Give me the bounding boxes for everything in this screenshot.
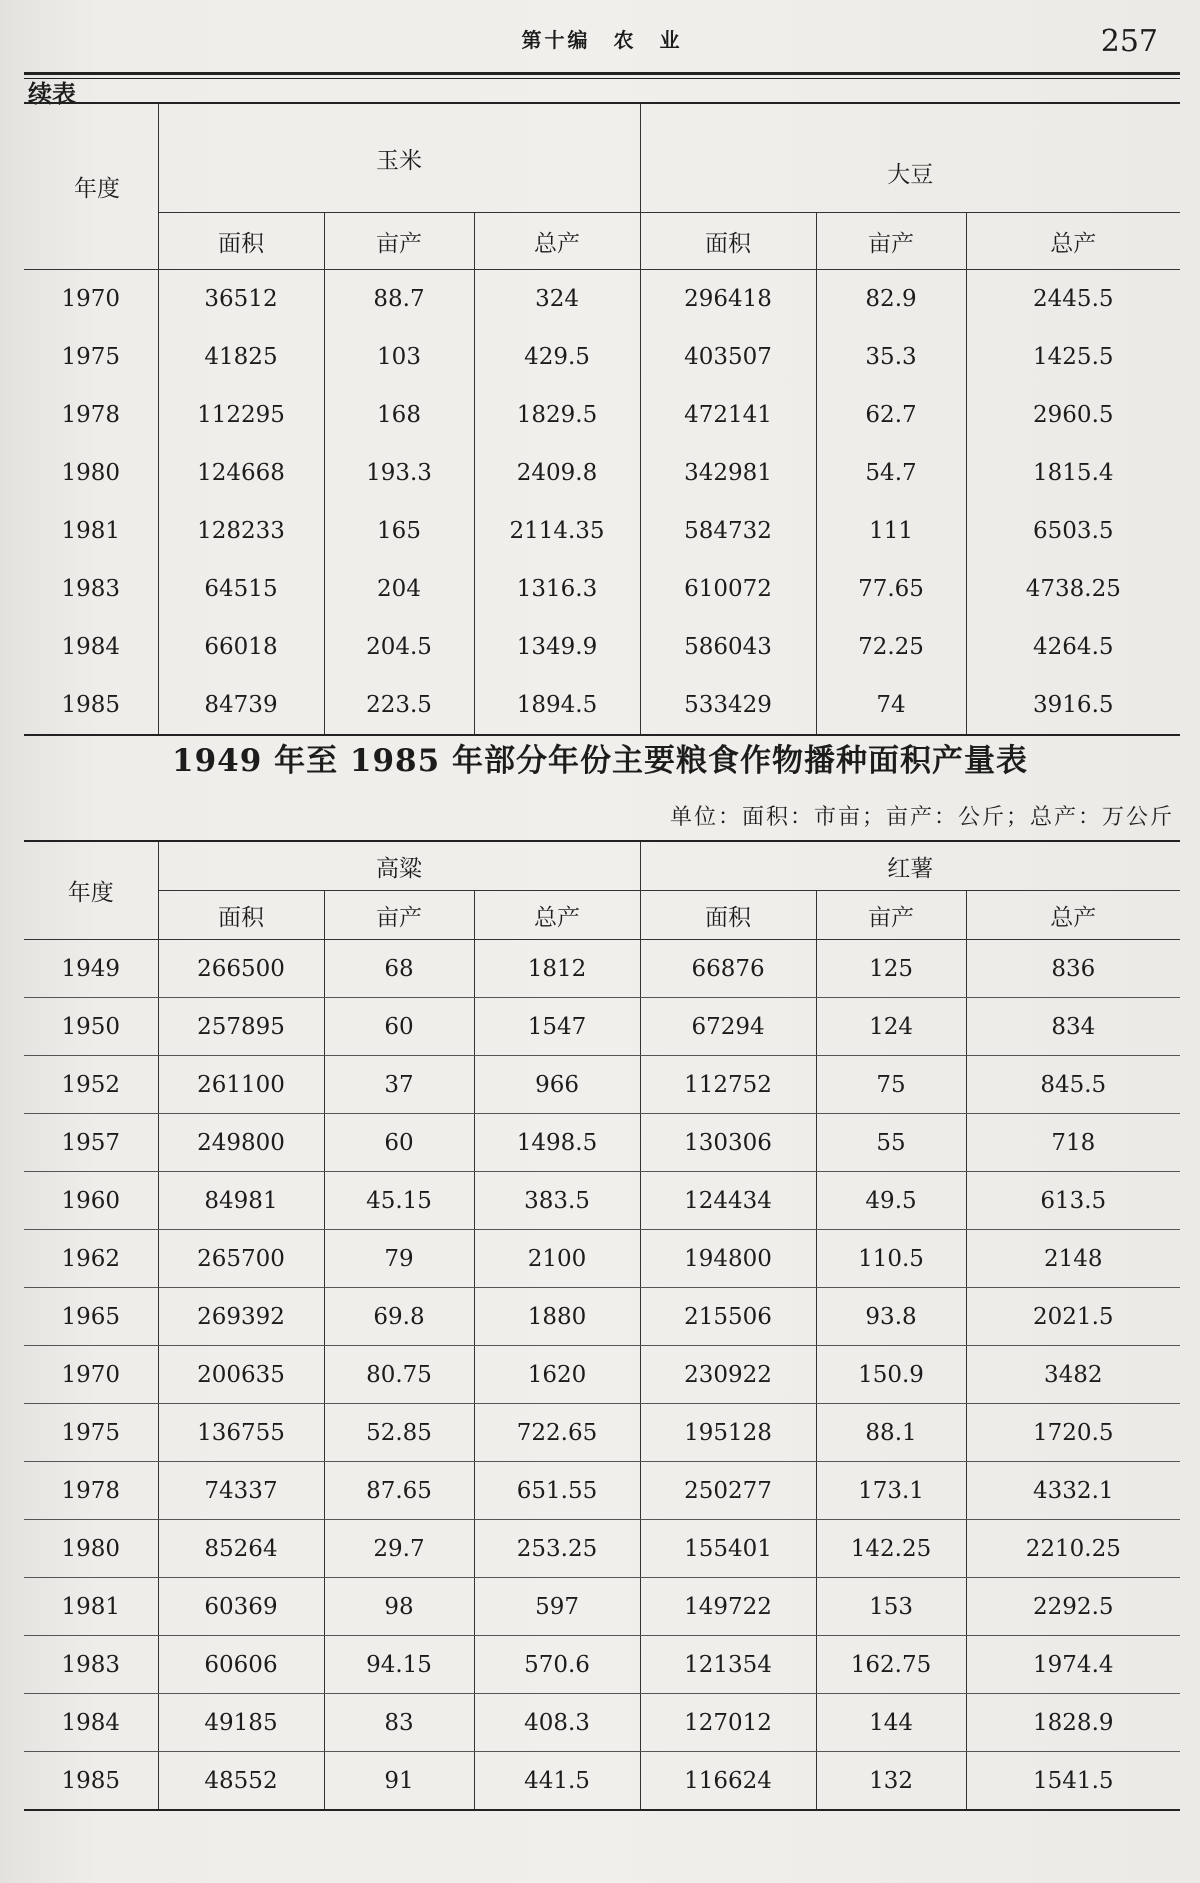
yield-cell: 124: [816, 998, 966, 1056]
total-cell: 845.5: [966, 1056, 1180, 1114]
total-cell: 408.3: [474, 1694, 640, 1752]
area-cell: 48552: [158, 1752, 324, 1811]
total-cell: 1880: [474, 1288, 640, 1346]
header-rule: [24, 72, 1180, 75]
area-cell: 116624: [640, 1752, 816, 1811]
total-cell: 1828.9: [966, 1694, 1180, 1752]
total-cell: 1425.5: [1033, 344, 1114, 370]
area-cell: 230922: [640, 1346, 816, 1404]
area-cell: 250277: [640, 1462, 816, 1520]
total-cell: 4738.25: [1025, 576, 1121, 602]
yield-cell: 93.8: [816, 1288, 966, 1346]
yield-cell: 37: [324, 1056, 474, 1114]
total-cell: 3482: [966, 1346, 1180, 1404]
yield-cell: 29.7: [324, 1520, 474, 1578]
yield-cell: 98: [324, 1578, 474, 1636]
table-row: [24, 1288, 1180, 1346]
area-cell: 200635: [158, 1346, 324, 1404]
total-cell: 4264.5: [1033, 634, 1114, 660]
year-cell: 1981: [24, 1578, 158, 1636]
area-header: 面积: [640, 891, 816, 940]
continued-label: 续表: [28, 79, 76, 108]
running-head: 第十编 农 业: [521, 28, 683, 52]
total-cell: 2210.25: [966, 1520, 1180, 1578]
area-cell: 403507: [640, 328, 816, 386]
crop-header-soybean: 大豆: [640, 103, 1180, 213]
area-cell: 49185: [158, 1694, 324, 1752]
yield-cell: 45.15: [324, 1172, 474, 1230]
table-row: [24, 1520, 1180, 1578]
total-cell: 2021.5: [966, 1288, 1180, 1346]
area-cell: 266500: [158, 940, 324, 998]
area-cell: 261100: [158, 1056, 324, 1114]
year-cell: 1983: [24, 560, 158, 618]
total-cell: 429.5: [474, 328, 640, 386]
area-cell: 112295: [158, 386, 324, 444]
total-cell: 1720.5: [966, 1404, 1180, 1462]
yield-cell: 111: [816, 502, 966, 560]
table-header-row: [24, 103, 1180, 213]
yield-cell: 150.9: [816, 1346, 966, 1404]
area-header: 面积: [640, 213, 816, 270]
yield-cell: 79: [324, 1230, 474, 1288]
yield-cell: 132: [816, 1752, 966, 1811]
total-cell: 1974.4: [966, 1636, 1180, 1694]
area-cell: 66018: [158, 618, 324, 676]
year-cell: 1952: [24, 1056, 158, 1114]
page-header: [24, 14, 1180, 64]
total-cell: 3916.5: [1033, 692, 1114, 718]
yield-cell: 144: [816, 1694, 966, 1752]
area-cell: 36512: [158, 270, 324, 329]
table-subheader-row: [24, 213, 1180, 270]
crop-header-sorghum: 高粱: [158, 841, 640, 891]
yield-cell: 60: [324, 1114, 474, 1172]
total-cell: 597: [474, 1578, 640, 1636]
total-cell: 4332.1: [966, 1462, 1180, 1520]
area-cell: 124434: [640, 1172, 816, 1230]
area-cell: 74337: [158, 1462, 324, 1520]
total-cell: 1498.5: [474, 1114, 640, 1172]
year-cell: 1960: [24, 1172, 158, 1230]
table-row: [24, 676, 1180, 735]
yield-cell: 88.7: [324, 270, 474, 329]
yield-cell: 69.8: [324, 1288, 474, 1346]
total-header: 总产: [966, 891, 1180, 940]
total-cell: 1812: [474, 940, 640, 998]
area-cell: 41825: [158, 328, 324, 386]
yield-cell: 193.3: [324, 444, 474, 502]
area-cell: 296418: [640, 270, 816, 329]
area-cell: 136755: [158, 1404, 324, 1462]
area-cell: 60369: [158, 1578, 324, 1636]
total-cell: 2100: [474, 1230, 640, 1288]
yield-header: 亩产: [816, 213, 966, 270]
area-cell: 472141: [640, 386, 816, 444]
yield-cell: 52.85: [324, 1404, 474, 1462]
area-cell: 194800: [640, 1230, 816, 1288]
table-corn-soybean: [24, 102, 1180, 736]
area-cell: 84739: [158, 676, 324, 735]
yield-cell: 223.5: [324, 676, 474, 735]
table-row: [24, 502, 1180, 560]
year-cell: 1983: [24, 1636, 158, 1694]
table-row: [24, 1578, 1180, 1636]
table-row: [24, 1752, 1180, 1811]
year-cell: 1957: [24, 1114, 158, 1172]
total-cell: 1829.5: [474, 386, 640, 444]
table-row: [24, 1346, 1180, 1404]
year-cell: 1980: [24, 444, 158, 502]
year-cell: 1975: [24, 328, 158, 386]
area-cell: 127012: [640, 1694, 816, 1752]
area-cell: 112752: [640, 1056, 816, 1114]
year-cell: 1985: [24, 1752, 158, 1811]
yield-cell: 60: [324, 998, 474, 1056]
year-cell: 1978: [24, 386, 158, 444]
total-cell: 966: [474, 1056, 640, 1114]
table-row: [24, 1694, 1180, 1752]
year-cell: 1965: [24, 1288, 158, 1346]
table-row: [24, 998, 1180, 1056]
total-cell: 1316.3: [474, 560, 640, 618]
table-row: [24, 328, 1180, 386]
total-cell: 1541.5: [1033, 1767, 1114, 1794]
area-cell: 342981: [640, 444, 816, 502]
area-header: 面积: [158, 213, 324, 270]
area-cell: 257895: [158, 998, 324, 1056]
total-cell: 1547: [474, 998, 640, 1056]
yield-cell: 204.5: [324, 618, 474, 676]
total-cell: 834: [966, 998, 1180, 1056]
year-cell: 1949: [24, 940, 158, 998]
yield-cell: 55: [816, 1114, 966, 1172]
year-cell: 1970: [24, 1346, 158, 1404]
year-cell: 1975: [24, 1404, 158, 1462]
page-number: 257: [1100, 24, 1158, 59]
table-row: [24, 1172, 1180, 1230]
crop-header-sweetpotato: 红薯: [640, 841, 1180, 891]
yield-cell: 87.65: [324, 1462, 474, 1520]
total-cell: 651.55: [474, 1462, 640, 1520]
area-cell: 533429: [640, 676, 816, 735]
area-cell: 60606: [158, 1636, 324, 1694]
yield-cell: 74: [816, 676, 966, 735]
table-row: [24, 618, 1180, 676]
yield-cell: 82.9: [816, 270, 966, 329]
year-cell: 1981: [24, 502, 158, 560]
area-header: 面积: [158, 891, 324, 940]
crop-header-corn: 玉米: [158, 103, 640, 213]
unit-note: 单位：面积：市亩；亩产：公斤；总产：万公斤: [669, 805, 1174, 830]
area-cell: 85264: [158, 1520, 324, 1578]
yield-cell: 173.1: [816, 1462, 966, 1520]
year-header: 年度: [24, 841, 158, 940]
yield-cell: 35.3: [816, 328, 966, 386]
table-row: [24, 1404, 1180, 1462]
area-cell: 130306: [640, 1114, 816, 1172]
total-cell: 441.5: [474, 1752, 640, 1811]
total-header: 总产: [474, 891, 640, 940]
area-cell: 66876: [640, 940, 816, 998]
table-sorghum-sweetpotato: [24, 840, 1180, 1811]
yield-cell: 68: [324, 940, 474, 998]
year-cell: 1978: [24, 1462, 158, 1520]
yield-cell: 125: [816, 940, 966, 998]
year-cell: 1984: [24, 1694, 158, 1752]
header-rule-thin: [24, 78, 1180, 79]
year-cell: 1985: [24, 676, 158, 735]
yield-cell: 91: [324, 1752, 474, 1811]
area-cell: 128233: [158, 502, 324, 560]
table-row: [24, 1114, 1180, 1172]
yield-cell: 110.5: [816, 1230, 966, 1288]
total-cell: 2148: [966, 1230, 1180, 1288]
table-row: [24, 444, 1180, 502]
area-cell: 67294: [640, 998, 816, 1056]
table-row: [24, 270, 1180, 329]
yield-cell: 77.65: [816, 560, 966, 618]
area-cell: 265700: [158, 1230, 324, 1288]
yield-cell: 153: [816, 1578, 966, 1636]
total-cell: 2114.35: [474, 502, 640, 560]
total-cell: 383.5: [474, 1172, 640, 1230]
yield-cell: 54.7: [816, 444, 966, 502]
yield-cell: 75: [816, 1056, 966, 1114]
total-cell: 2960.5: [1033, 402, 1114, 428]
year-cell: 1984: [24, 618, 158, 676]
total-cell: 253.25: [474, 1520, 640, 1578]
total-cell: 324: [474, 270, 640, 329]
table-title: 1949 年至 1985 年部分年份主要粮食作物播种面积产量表: [172, 743, 1028, 779]
area-cell: 121354: [640, 1636, 816, 1694]
table-row: [24, 1462, 1180, 1520]
yield-cell: 168: [324, 386, 474, 444]
yield-cell: 162.75: [816, 1636, 966, 1694]
total-cell: 1620: [474, 1346, 640, 1404]
area-cell: 249800: [158, 1114, 324, 1172]
yield-header: 亩产: [324, 213, 474, 270]
area-cell: 610072: [640, 560, 816, 618]
area-cell: 215506: [640, 1288, 816, 1346]
area-cell: 195128: [640, 1404, 816, 1462]
total-header: 总产: [966, 213, 1180, 270]
table-header-row: [24, 841, 1180, 891]
total-cell: 1349.9: [474, 618, 640, 676]
total-cell: 1894.5: [474, 676, 640, 735]
area-cell: 64515: [158, 560, 324, 618]
yield-cell: 80.75: [324, 1346, 474, 1404]
year-cell: 1962: [24, 1230, 158, 1288]
yield-cell: 49.5: [816, 1172, 966, 1230]
total-cell: 722.65: [474, 1404, 640, 1462]
total-header: 总产: [474, 213, 640, 270]
area-cell: 586043: [640, 618, 816, 676]
total-cell: 6503.5: [1033, 518, 1114, 544]
table-row: [24, 386, 1180, 444]
yield-cell: 142.25: [816, 1520, 966, 1578]
yield-cell: 103: [324, 328, 474, 386]
table-row: [24, 1636, 1180, 1694]
yield-cell: 165: [324, 502, 474, 560]
yield-header: 亩产: [324, 891, 474, 940]
area-cell: 84981: [158, 1172, 324, 1230]
table-row: [24, 1230, 1180, 1288]
year-cell: 1950: [24, 998, 158, 1056]
year-cell: 1980: [24, 1520, 158, 1578]
yield-cell: 62.7: [816, 386, 966, 444]
total-cell: 2409.8: [474, 444, 640, 502]
area-cell: 149722: [640, 1578, 816, 1636]
table-row: [24, 560, 1180, 618]
area-cell: 124668: [158, 444, 324, 502]
yield-cell: 83: [324, 1694, 474, 1752]
area-cell: 155401: [640, 1520, 816, 1578]
table-row: [24, 940, 1180, 998]
total-cell: 570.6: [474, 1636, 640, 1694]
yield-cell: 72.25: [816, 618, 966, 676]
total-cell: 836: [966, 940, 1180, 998]
yield-header: 亩产: [816, 891, 966, 940]
area-cell: 584732: [640, 502, 816, 560]
yield-cell: 94.15: [324, 1636, 474, 1694]
total-cell: 2445.5: [1033, 286, 1114, 312]
total-cell: 718: [966, 1114, 1180, 1172]
total-cell: 613.5: [966, 1172, 1180, 1230]
area-cell: 269392: [158, 1288, 324, 1346]
table-subheader-row: [24, 891, 1180, 940]
yield-cell: 204: [324, 560, 474, 618]
total-cell: 2292.5: [966, 1578, 1180, 1636]
year-header: 年度: [24, 103, 158, 270]
yield-cell: 88.1: [816, 1404, 966, 1462]
table-row: [24, 1056, 1180, 1114]
total-cell: 1815.4: [1033, 460, 1114, 486]
year-cell: 1970: [24, 270, 158, 329]
